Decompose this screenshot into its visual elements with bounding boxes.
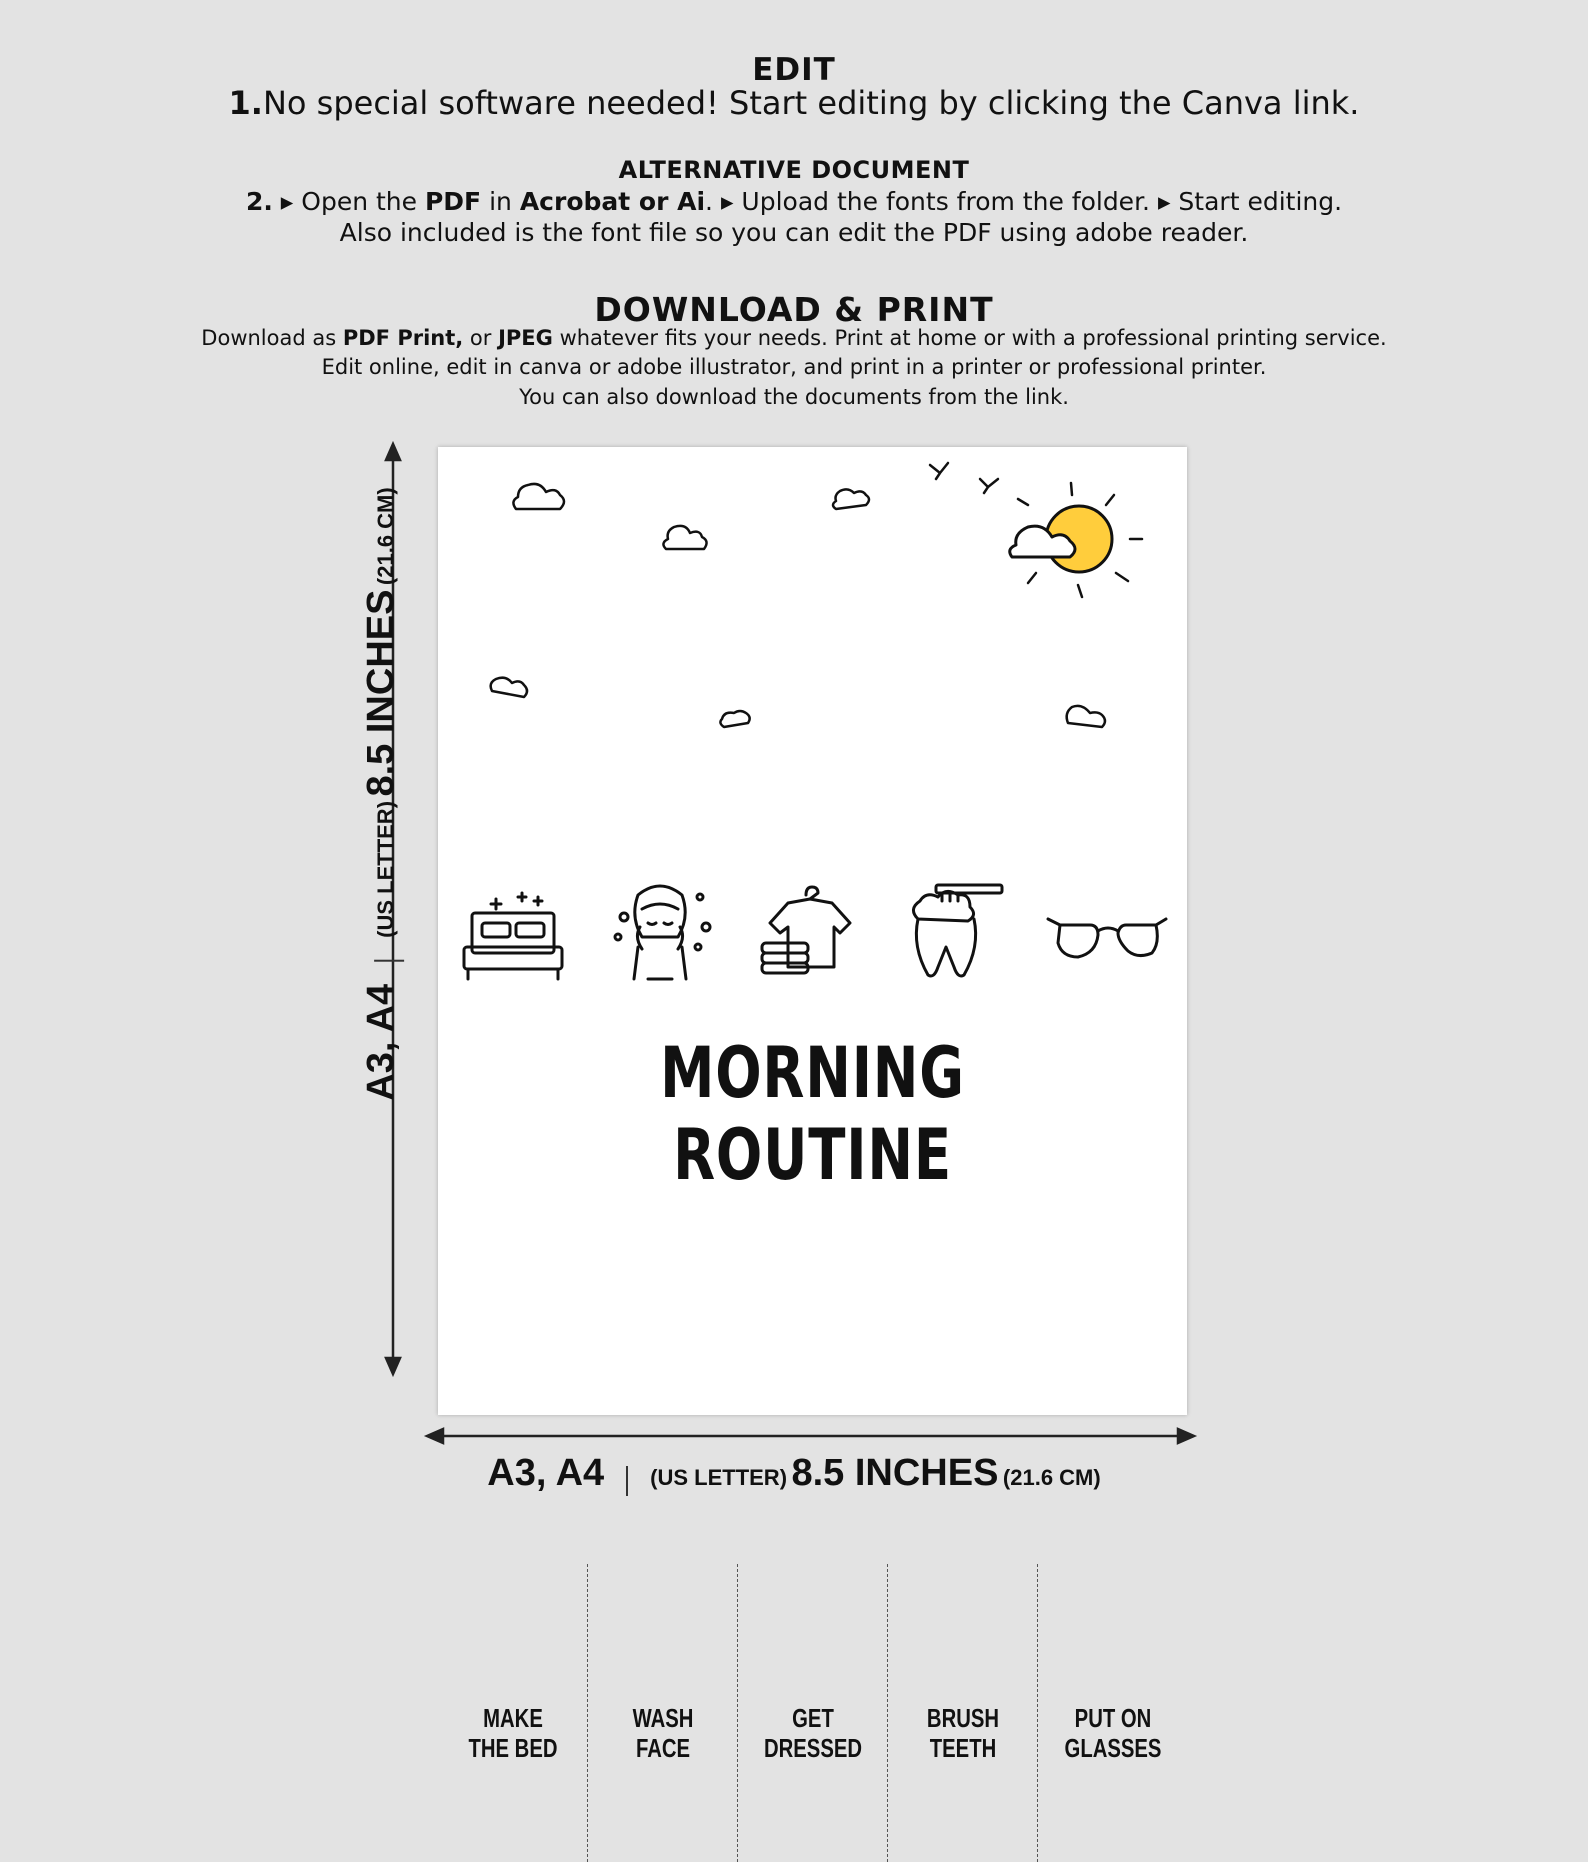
- step-text: No special software needed! Start editing by clicking the Canva link.: [262, 84, 1360, 122]
- cloud-icon: [513, 484, 564, 509]
- cut-line: [887, 1564, 888, 1862]
- centimeters: (21.6 CM): [1002, 1465, 1101, 1490]
- download-heading: DOWNLOAD & PRINT: [594, 290, 994, 329]
- download-line-2: Edit online, edit in canva or adobe illustrator, and print in a printer or professional printer.: [321, 355, 1267, 379]
- text-bold: PDF Print,: [342, 326, 464, 350]
- divider: [626, 1466, 628, 1496]
- task-line: GET: [792, 1703, 834, 1733]
- task-line: MAKE: [483, 1703, 543, 1733]
- cut-line: [1037, 1564, 1038, 1862]
- cloud-icon: [663, 526, 706, 549]
- cloud-icon: [1067, 706, 1105, 727]
- task-label-brush-teeth: [905, 1703, 1022, 1763]
- step-text: ▸ Open the: [272, 187, 425, 216]
- alternative-note: Also included is the font file so you can edit the PDF using adobe reader.: [339, 218, 1249, 247]
- task-line: GLASSES: [1064, 1733, 1162, 1763]
- us-letter: (US LETTER): [373, 800, 399, 938]
- text: whatever fits your needs. Print at home or with a professional printing service.: [552, 326, 1387, 350]
- edit-step-1: [0, 84, 1588, 122]
- step-number: 2.: [245, 187, 273, 216]
- us-letter: (US LETTER): [650, 1465, 788, 1490]
- cut-line: [737, 1564, 738, 1862]
- cut-line: [587, 1564, 588, 1862]
- task-line: WASH: [632, 1703, 694, 1733]
- task-line: TEETH: [929, 1733, 997, 1763]
- alternative-heading: ALTERNATIVE DOCUMENT: [618, 156, 970, 184]
- sheet-art: [438, 447, 1187, 1415]
- clothes-icon: [762, 887, 850, 973]
- step-text: in: [481, 187, 520, 216]
- task-line: PUT ON: [1074, 1703, 1152, 1733]
- step-number: 1.: [228, 84, 263, 122]
- cloud-icon: [833, 489, 869, 509]
- horizontal-dimension-label: [0, 1452, 1588, 1496]
- download-line-1: [0, 326, 1588, 350]
- inches: 8.5 INCHES: [791, 1452, 999, 1494]
- horizontal-arrow: [427, 1429, 1194, 1443]
- task-line: THE BED: [468, 1733, 558, 1763]
- text: or: [463, 326, 499, 350]
- centimeters: (21.6 CM): [373, 487, 399, 586]
- tooth-brush-icon: [913, 885, 1002, 976]
- size-names: A3, A4: [360, 983, 403, 1101]
- task-line: FACE: [635, 1733, 691, 1763]
- task-line: DRESSED: [763, 1733, 863, 1763]
- sheet-title: MORNING ROUTINE: [660, 1032, 965, 1196]
- size-names: A3, A4: [487, 1452, 605, 1494]
- task-label-put-on-glasses: [1055, 1703, 1172, 1763]
- cloud-icon: [720, 711, 749, 727]
- alternative-step-2: [0, 187, 1588, 216]
- cloud-icon: [491, 678, 527, 697]
- inches: 8.5 INCHES: [360, 589, 403, 797]
- download-line-3: You can also download the documents from the link.: [519, 385, 1069, 409]
- glasses-icon: [1048, 919, 1166, 957]
- text: Download as: [201, 326, 343, 350]
- task-label-make-bed: [455, 1703, 572, 1763]
- task-label-get-dressed: [755, 1703, 872, 1763]
- bird-icon: [980, 479, 998, 493]
- wash-face-icon: [615, 886, 710, 979]
- text-bold: JPEG: [498, 326, 553, 350]
- app-names: Acrobat or Ai: [519, 187, 706, 216]
- bed-icon: [464, 893, 562, 979]
- pdf-word: PDF: [424, 187, 482, 216]
- edit-heading: EDIT: [752, 52, 836, 88]
- bird-icon: [930, 463, 948, 479]
- task-label-wash-face: [605, 1703, 722, 1763]
- task-line: BRUSH: [926, 1703, 1000, 1733]
- divider: [374, 960, 404, 962]
- step-text: . ▸ Upload the fonts from the folder. ▸ Start editing.: [705, 187, 1343, 216]
